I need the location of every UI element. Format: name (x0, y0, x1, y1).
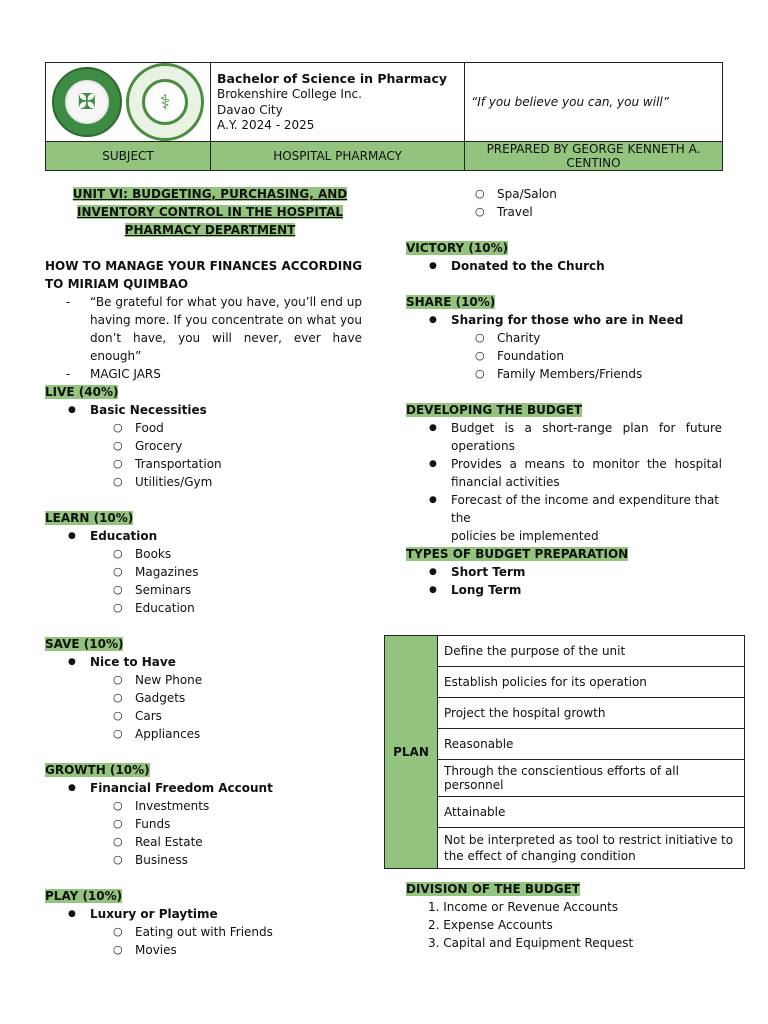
subject-label: SUBJECT (46, 142, 211, 171)
share-section: SHARE (10%) ● Sharing for those who are in Need ○ Charity ○ Foundation ○ Family Members/Friends (406, 293, 683, 383)
program-name: Bachelor of Science in Pharmacy (217, 70, 448, 86)
plan-table (384, 635, 745, 869)
save-section: SAVE (10%) ● Nice to Have ○ New Phone ○ Gadgets ○ Cars ○ Appliances (45, 635, 202, 743)
header-table (45, 62, 723, 171)
victory-section: VICTORY (10%) ● Donated to the Church (406, 239, 605, 275)
plan-row: Attainable (438, 797, 745, 828)
subject-value: HOSPITAL PHARMACY (211, 142, 465, 171)
division-section: DIVISION OF THE BUDGET 1. Income or Revenue Accounts 2. Expense Accounts 3. Capital and Equipment Request (406, 882, 634, 950)
city: Davao City (217, 102, 283, 117)
plan-label: PLAN (385, 636, 438, 869)
play-continued: ○ Spa/Salon ○ Travel (497, 185, 557, 221)
live-section: LIVE (40%) ● Basic Necessities ○ Food ○ Grocery ○ Transportation ○ Utilities/Gym (45, 383, 222, 491)
types-section: TYPES OF BUDGET PREPARATION ● Short Term ● Long Term (406, 545, 628, 599)
plan-row: Not be interpreted as tool to restrict initiative to the effect of changing condition (438, 828, 745, 869)
motto-quote: “If you believe you can, you will” (465, 63, 723, 142)
logo-cell (46, 63, 211, 142)
play-section: PLAY (10%) ● Luxury or Playtime ○ Eating out with Friends ○ Movies (45, 887, 273, 959)
academic-year: A.Y. 2024 - 2025 (217, 118, 315, 132)
growth-section: GROWTH (10%) ● Financial Freedom Account ○ Investments ○ Funds ○ Real Estate ○ Business (45, 761, 273, 869)
plan-row: Project the hospital growth (438, 698, 745, 729)
school-name: Brokenshire College Inc. (217, 87, 362, 101)
college-info (211, 63, 465, 142)
college-seal-logo: ✠ (52, 67, 122, 137)
unit-title: UNIT VI: BUDGETING, PURCHASING, AND INVENTORY CONTROL IN THE HOSPITAL PHARMACY DEPARTMENT (72, 187, 348, 237)
prepared-by: PREPARED BY GEORGE KENNETH A. CENTINO (465, 142, 723, 171)
pharmacy-program-logo: ⚕ (126, 63, 204, 141)
plan-row: Define the purpose of the unit (438, 636, 745, 667)
quote-block: - “Be grateful for what you have, you’ll end up having more. If you concentrate on what you don’t have, you will never, ever have enough” - MAGIC JARS (66, 295, 362, 381)
learn-section: LEARN (10%) ● Education ○ Books ○ Magazines ○ Seminars ○ Education (45, 509, 199, 617)
developing-section: DEVELOPING THE BUDGET ● Budget is a short-range plan for future operations ● Provides a means to monitor the hospital financial activities ● Forecast of the income and expenditure that the policies be implemented (406, 401, 722, 545)
plan-row: Through the conscientious efforts of all personnel (438, 760, 745, 797)
finance-heading: HOW TO MANAGE YOUR FINANCES ACCORDING TO MIRIAM QUIMBAO (45, 259, 363, 291)
plan-row: Establish policies for its operation (438, 667, 745, 698)
plan-row: Reasonable (438, 729, 745, 760)
